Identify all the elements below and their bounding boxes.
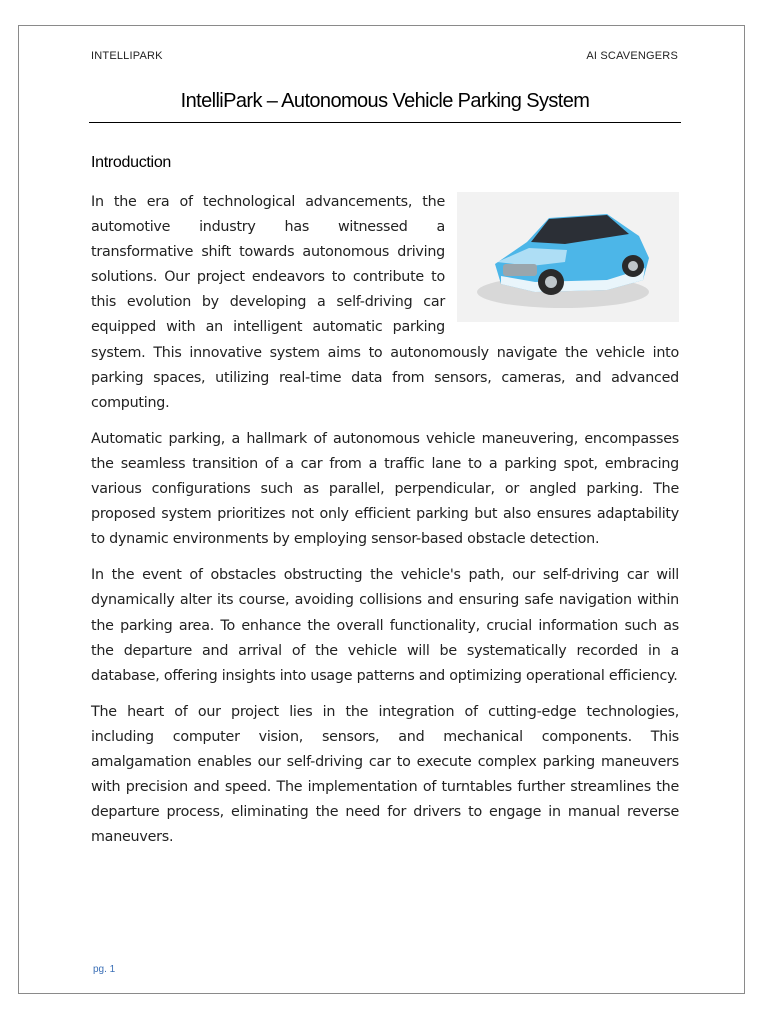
car-image (457, 192, 679, 322)
paragraph-1-text: In the era of technological advancements, the automotive industry has witnessed a transformative shift towards autonomous driving solutions. Our project endeavors to contribute to this evolution by developing a self-driving car equipped with an intelligent automatic parking system. This innovative system aims to autonomously navigate the vehicle into parking spaces, utilizing real-time data from sensors, cameras, and advanced computing. (91, 194, 679, 411)
header-left: INTELLIPARK (91, 50, 163, 62)
paragraph-1 (91, 190, 679, 416)
title-underline (89, 122, 681, 123)
car-illustration-icon (457, 192, 679, 322)
document-page (18, 25, 745, 994)
header-right: AI SCAVENGERS (586, 50, 678, 62)
document-title: IntelliPark – Autonomous Vehicle Parking System (180, 90, 590, 112)
body-text (91, 190, 679, 861)
paragraph-2: Automatic parking, a hallmark of autonomous vehicle maneuvering, encompasses the seamless transition of a car from a traffic lane to a parking spot, embracing various configurations such as parallel, perpendicular, or angled parking. The proposed system prioritizes not only efficient parking but also ensures adaptability to dynamic environments by employing sensor-based obstacle detection. (91, 430, 679, 548)
page-number: pg. 1 (93, 964, 116, 975)
paragraph-3: In the event of obstacles obstructing the vehicle's path, our self-driving car will dynamically alter its course, avoiding collisions and ensuring safe navigation within the parking area. To enhance the overall functionality, crucial information such as the departure and arrival of the vehicle will be systematically recorded in a database, offering insights into usage patterns and optimizing operational efficiency. (91, 567, 679, 684)
section-heading: Introduction (91, 154, 172, 171)
paragraph-4: The heart of our project lies in the integration of cutting-edge technologies, including computer vision, sensors, and mechanical components. This amalgamation enables our self-driving car to execute complex parking maneuvers with precision and speed. The implementation of turntables further streamlines the departure process, eliminating the need for drivers to engage in manual reverse maneuvers. (91, 703, 679, 846)
